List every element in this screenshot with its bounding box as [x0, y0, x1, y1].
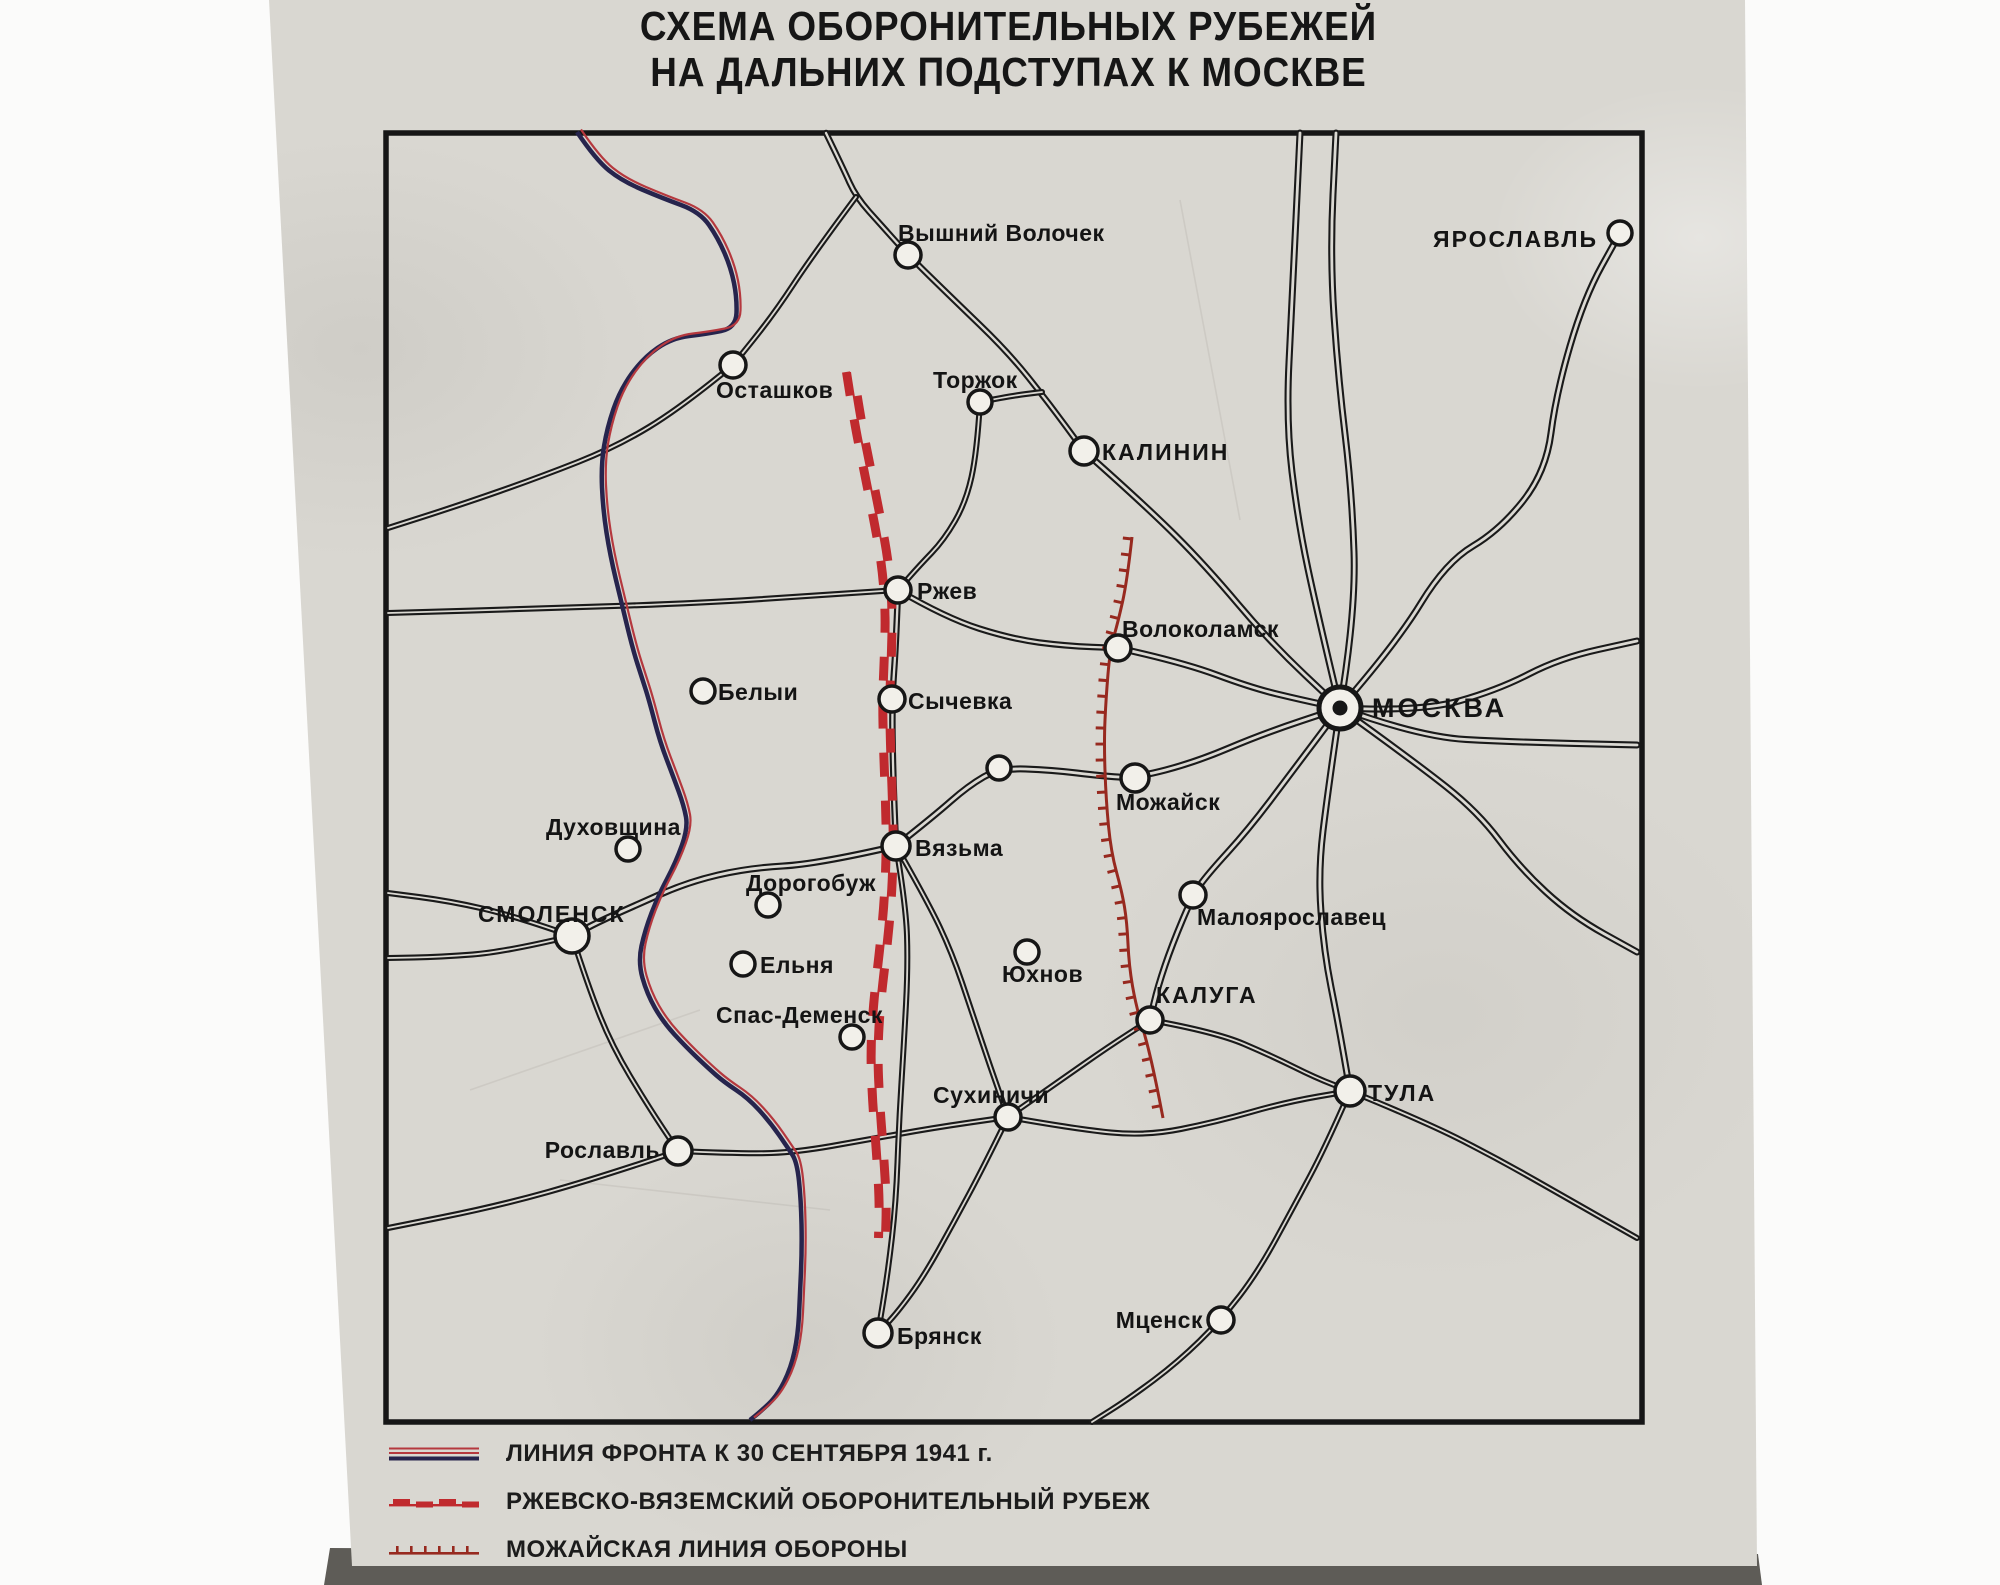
road-top-border-vyshnevolochek-kalinin — [826, 133, 1084, 451]
city-label-volokolamsk: Волоколамск — [1122, 616, 1280, 642]
road-vyazma-mozhaisk-moscow — [896, 708, 1340, 846]
city-label-smolensk: СМОЛЕНСК — [478, 901, 626, 927]
road-moscow-tula — [1320, 708, 1350, 1091]
paper-creases — [470, 200, 1240, 1210]
city-label-yukhnov: Юхнов — [1002, 961, 1084, 987]
city-torzhok — [933, 367, 1018, 414]
city-belyi — [691, 679, 798, 705]
front-line-symbol-icon — [388, 1445, 480, 1463]
map-border — [386, 133, 1642, 1422]
city-marker-belyi — [691, 679, 715, 703]
city-spas-demensk — [716, 1002, 883, 1049]
city-sychevka — [879, 686, 1012, 714]
road-tula-mtsensk-south — [1092, 1091, 1350, 1422]
legend — [388, 1437, 1150, 1581]
road-torzhok-rzhev — [898, 402, 980, 590]
city-volokolamsk — [1105, 616, 1279, 661]
legend-label-rzhev-vyazma: РЖЕВСКО-ВЯЗЕМСКИЙ ОБОРОНИТЕЛЬНЫЙ РУБЕЖ — [506, 1488, 1151, 1515]
city-ostashkov — [716, 352, 833, 403]
city-marker-junction — [987, 756, 1011, 780]
roads-layer — [388, 133, 1637, 1422]
city-rzhev — [885, 577, 977, 604]
city-label-vyazma: Вязьма — [915, 835, 1004, 861]
city-label-dorogobuzh: Дорогобуж — [746, 870, 876, 896]
road-rzhev-west-border — [388, 590, 898, 613]
road-tula-southeast-border — [1350, 1091, 1637, 1238]
city-label-mtsensk: Мценск — [1115, 1307, 1203, 1333]
city-marker-torzhok — [968, 390, 992, 414]
city-label-roslavl: Рославль — [544, 1137, 660, 1163]
city-kaluga — [1137, 982, 1258, 1033]
city-marker-yaroslavl — [1608, 221, 1632, 245]
city-label-vyshny-volochek: Вышний Волочек — [898, 220, 1105, 246]
cities-layer — [478, 220, 1632, 1349]
road-moscow-north-2 — [1332, 133, 1355, 708]
city-label-sychevka: Сычевка — [908, 688, 1013, 714]
city-label-mozhaisk: Можайск — [1116, 789, 1221, 815]
city-maloyaroslavets — [1180, 882, 1386, 930]
city-marker-tula — [1335, 1076, 1365, 1106]
legend-row-mozhaisk — [388, 1533, 1150, 1567]
city-label-belyi: Белыи — [718, 679, 799, 705]
city-marker-ostashkov — [720, 352, 746, 378]
city-marker-elnya — [731, 952, 755, 976]
city-tula — [1335, 1076, 1436, 1106]
city-kalinin — [1070, 437, 1229, 465]
city-marker-dorogobuzh — [756, 893, 780, 917]
legend-label-mozhaisk: МОЖАЙСКАЯ ЛИНИЯ ОБОРОНЫ — [506, 1536, 908, 1563]
city-yaroslavl — [1433, 221, 1632, 252]
map-title-line2: НА ДАЛЬНИХ ПОДСТУПАХ К МОСКВЕ — [650, 48, 1367, 95]
road-kaluga-tula — [1150, 1020, 1350, 1091]
city-marker-bryansk — [864, 1319, 892, 1347]
city-yukhnov — [1002, 940, 1083, 987]
city-vyshny-volochek — [895, 220, 1105, 268]
city-label-tula: ТУЛА — [1368, 1080, 1437, 1106]
road-smolensk-west-1 — [388, 936, 572, 958]
city-marker-mtsensk — [1208, 1307, 1234, 1333]
city-label-bryansk: Брянск — [897, 1323, 982, 1349]
rzhev-vyazma-symbol-icon — [388, 1493, 480, 1511]
legend-row-rzhev-vyazma — [388, 1485, 1150, 1519]
city-mtsensk — [1116, 1307, 1234, 1333]
rzhev-vyazma-line-path — [846, 372, 894, 1238]
city-marker-dukhovshchina — [616, 837, 640, 861]
road-ostashkov-southwest — [388, 365, 733, 528]
city-bryansk — [864, 1319, 982, 1349]
city-marker-kalinin — [1070, 437, 1098, 465]
city-label-maloyaroslavets: Малоярославец — [1197, 904, 1386, 930]
road-vyazma-sukhinichi — [896, 846, 1008, 1117]
city-label-kaluga: КАЛУГА — [1156, 982, 1258, 1008]
city-label-yaroslavl: ЯРОСЛАВЛЬ — [1433, 226, 1598, 252]
road-moscow-yaroslavl — [1340, 233, 1620, 708]
front-line-path — [577, 130, 806, 1421]
city-roslavl — [545, 1137, 692, 1165]
road-smolensk-roslavl — [572, 936, 678, 1151]
city-marker-dot-moscow — [1333, 701, 1348, 716]
road-moscow-maloyaroslavets-kaluga — [1150, 708, 1340, 1020]
road-junction-ostashkov — [733, 197, 856, 365]
city-label-rzhev: Ржев — [917, 578, 978, 604]
city-marker-rzhev — [885, 577, 911, 603]
city-label-spas-demensk: Спас-Деменск — [716, 1002, 883, 1028]
road-roslavl-sukhinichi — [678, 1117, 1008, 1153]
city-marker-kaluga — [1137, 1007, 1163, 1033]
city-label-elnya: Ельня — [760, 952, 834, 978]
city-label-torzhok: Торжок — [933, 367, 1018, 393]
city-label-dukhovshchina: Духовщина — [546, 814, 681, 840]
city-marker-roslavl — [664, 1137, 692, 1165]
city-marker-vyazma — [882, 832, 910, 860]
city-junction — [987, 756, 1011, 780]
city-elnya — [731, 952, 834, 978]
city-vyazma — [882, 832, 1003, 861]
road-rzhev-sychevka-vyazma — [892, 590, 898, 846]
city-marker-mozhaisk — [1121, 764, 1149, 792]
city-marker-spas-demensk — [840, 1025, 864, 1049]
legend-row-front-line — [388, 1437, 1150, 1471]
city-dukhovshchina — [546, 814, 681, 861]
city-label-kalinin: КАЛИНИН — [1102, 439, 1230, 465]
mozhaisk-symbol-icon — [388, 1541, 480, 1559]
city-marker-sychevka — [879, 686, 905, 712]
city-label-ostashkov: Осташков — [716, 377, 834, 403]
city-moscow — [1319, 687, 1507, 729]
map-title-line1: СХЕМА ОБОРОНИТЕЛЬНЫХ РУБЕЖЕЙ — [639, 3, 1378, 49]
road-sukhinichi-tula — [1008, 1091, 1350, 1134]
legend-label-front-line: ЛИНИЯ ФРОНТА К 30 СЕНТЯБРЯ 1941 г. — [506, 1440, 993, 1467]
road-kalinin-moscow — [1084, 451, 1340, 708]
city-label-sukhinichi: Сухиничи — [933, 1082, 1050, 1108]
city-dorogobuzh — [746, 870, 876, 917]
city-label-moscow: МОСКВА — [1372, 693, 1508, 723]
